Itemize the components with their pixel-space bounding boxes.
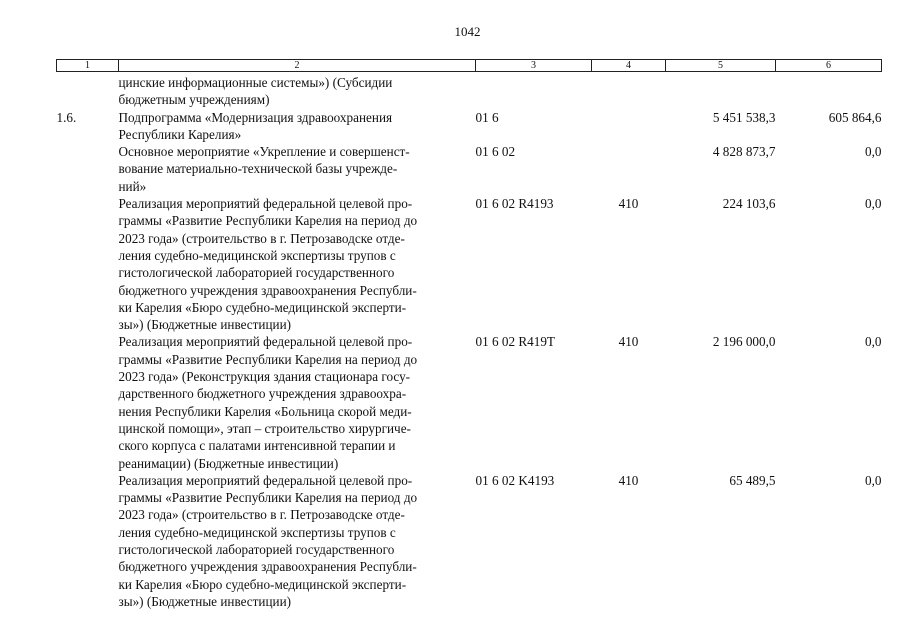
- row-name-line: 2023 года» (Реконструкция здания стационара госу-: [118, 369, 411, 385]
- table-row: [57, 72, 882, 109]
- column-number-row: [57, 60, 882, 72]
- row-amount: 2 196 000,0: [712, 334, 776, 350]
- row-name-line: цинские информационные системы») (Субсидии: [118, 75, 393, 90]
- column-number-5: 5: [666, 60, 776, 72]
- row-name-line: Реализация мероприятий федеральной целевой про-: [118, 472, 413, 488]
- row-name: [119, 195, 476, 333]
- row-amount: 224 103,6: [722, 196, 776, 212]
- row-number: 1.6.: [56, 109, 77, 125]
- row-name-line: ки Карелия «Бюро судебно-медицинской эксперти-: [118, 299, 407, 315]
- row-name-line: 2023 года» (строительство в г. Петрозаводске отде-: [118, 230, 405, 246]
- row-amount: 5 451 538,3: [712, 109, 776, 125]
- row-amount: 4 828 873,7: [712, 144, 776, 160]
- row-name-line: бюджетного учреждения здравоохранения Республи-: [118, 282, 417, 298]
- table-row: [57, 109, 882, 144]
- row-name-line: граммы «Развитие Республики Карелия на период до: [118, 490, 418, 506]
- row-name-line: Основное мероприятие «Укрепление и совершенст-: [118, 144, 410, 160]
- row-code: 01 6: [475, 109, 499, 125]
- row-name-line: гистологической лабораторией государственного: [118, 542, 395, 558]
- row-expense-type: 410: [618, 334, 639, 350]
- row-number: [57, 333, 119, 471]
- row-name-line: вование материально-технической базы учрежде-: [118, 161, 398, 177]
- row-amount: [666, 72, 776, 109]
- row-number: [57, 72, 119, 109]
- row-name-line: ского корпуса с палатами интенсивной терапии и: [118, 438, 396, 454]
- row-code: 01 6 02 R419Т: [475, 334, 555, 350]
- page-number: 1042: [454, 24, 481, 39]
- row-name-line: бюджетным учреждениям): [118, 92, 270, 108]
- row-name-line: Республики Карелия»: [118, 126, 242, 142]
- row-expense-type: 410: [618, 196, 639, 212]
- table-row: [57, 143, 882, 195]
- row-name-line: зы») (Бюджетные инвестиции): [118, 317, 292, 333]
- column-number-1: 1: [57, 60, 119, 72]
- row-name-line: ний»: [118, 178, 147, 194]
- row-expense-type: [592, 72, 666, 109]
- table-row: [57, 195, 882, 333]
- table-row: [57, 333, 882, 471]
- row-name-line: бюджетного учреждения здравоохранения Республи-: [118, 559, 417, 575]
- row-name-line: граммы «Развитие Республики Карелия на период до: [118, 351, 418, 367]
- row-code: [476, 72, 592, 109]
- column-number-3: 3: [476, 60, 592, 72]
- row-amount-2: 605 864,6: [828, 109, 882, 125]
- row-name-line: граммы «Развитие Республики Карелия на период до: [118, 213, 418, 229]
- row-amount-2: 0,0: [865, 472, 882, 488]
- row-code: 01 6 02 K4193: [475, 472, 555, 488]
- row-number: [57, 472, 119, 610]
- row-amount-2: 0,0: [865, 196, 882, 212]
- row-amount-2: [776, 72, 882, 109]
- row-name: [119, 109, 476, 144]
- row-name-line: реанимации) (Бюджетные инвестиции): [118, 455, 339, 471]
- row-name-line: ления судебно-медицинской экспертизы трупов с: [118, 247, 396, 263]
- row-number: [57, 143, 119, 195]
- row-expense-type: [592, 109, 666, 144]
- column-number-6: 6: [776, 60, 882, 72]
- row-name-line: цинской помощи», этап – строительство хирургиче-: [118, 420, 411, 436]
- row-name-line: ки Карелия «Бюро судебно-медицинской эксперти-: [118, 576, 407, 592]
- row-name: [119, 72, 476, 109]
- row-code: 01 6 02: [475, 144, 516, 160]
- row-name-line: 2023 года» (строительство в г. Петрозаводске отде-: [118, 507, 405, 523]
- row-name-line: Реализация мероприятий федеральной целевой про-: [118, 196, 413, 212]
- column-number-4: 4: [592, 60, 666, 72]
- row-expense-type: [592, 143, 666, 195]
- row-code: 01 6 02 R4193: [475, 196, 554, 212]
- row-name-line: зы») (Бюджетные инвестиции): [118, 593, 292, 609]
- row-name-line: гистологической лабораторией государственного: [118, 265, 395, 281]
- row-amount: 65 489,5: [729, 472, 776, 488]
- table-row: [57, 472, 882, 610]
- row-expense-type: 410: [618, 472, 639, 488]
- column-number-2: 2: [119, 60, 476, 72]
- budget-table: [56, 59, 882, 610]
- row-number: [57, 195, 119, 333]
- row-name: [119, 333, 476, 471]
- table-body: [57, 72, 882, 611]
- row-name-line: нения Республики Карелия «Больница скорой меди-: [118, 403, 412, 419]
- row-name-line: Реализация мероприятий федеральной целевой про-: [118, 334, 413, 350]
- row-name-line: Подпрограмма «Модернизация здравоохранения: [118, 109, 393, 125]
- row-amount-2: 0,0: [865, 334, 882, 350]
- row-amount-2: 0,0: [865, 144, 882, 160]
- row-name-line: дарственного бюджетного учреждения здравоохра-: [118, 386, 407, 402]
- row-name: [119, 143, 476, 195]
- row-name-line: ления судебно-медицинской экспертизы трупов с: [118, 524, 396, 540]
- row-name: [119, 472, 476, 610]
